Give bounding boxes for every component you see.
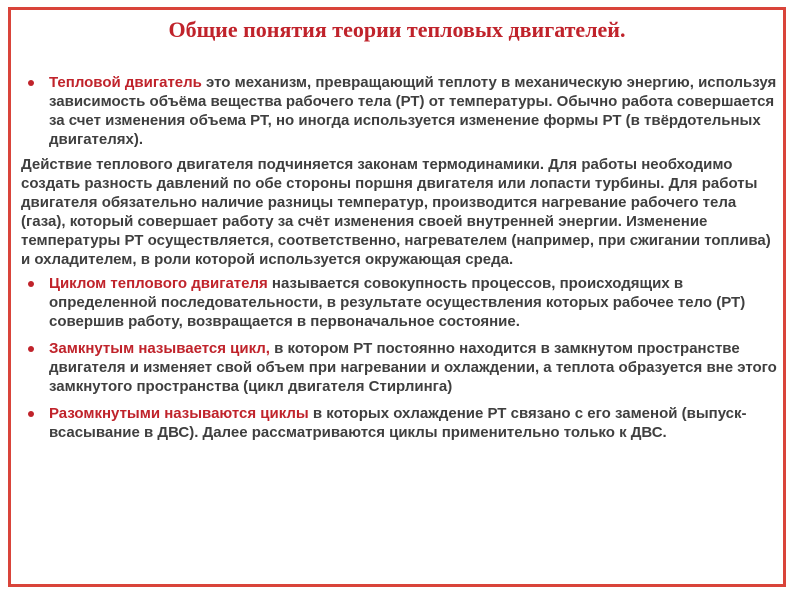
bullet-open-cycle: [21, 404, 783, 442]
bullet-dot-icon: [28, 346, 34, 352]
bullet-closed-cycle: [21, 339, 783, 396]
slide-frame: [8, 7, 786, 587]
term-engine-cycle: Циклом теплового двигателя: [49, 275, 268, 292]
bullet-heat-engine: [21, 73, 783, 149]
text-open-cycle: в которых охлаждение РТ связано с его заменой (выпуск-всасывание в ДВС). Далее рассматриваются циклы применительно только к ДВС.: [49, 405, 747, 441]
text-heat-engine: это механизм, превращающий теплоту в механическую энергию, используя зависимость объёма вещества рабочего тела (РТ) от температуры. Обычно работа совершается за счет изменения объема РТ, но иногда используется изменение формы РТ (в твёрдотельных двигателях).: [49, 74, 777, 148]
bullet-dot-icon: [28, 80, 34, 86]
thermodynamics-paragraph: Действие теплового двигателя подчиняется законам термодинамики. Для работы необходимо создать разность давлений по обе стороны поршня двигателя или лопасти турбины. Для работы двигателя обязательно наличие разницы температур, производится нагревание рабочего тела (газа), который совершает работу за счёт изменения своей внутренней энергии. Изменение температуры РТ осуществляется, соответственно, нагревателем (например, при сжигании топлива) и охладителем, в роли которой используется окружающая среда.: [21, 156, 771, 268]
bullet-dot-icon: [28, 411, 34, 417]
term-heat-engine: Тепловой двигатель: [49, 74, 202, 91]
bullet-engine-cycle: [21, 274, 783, 331]
term-closed-cycle: Замкнутым называется цикл,: [49, 340, 270, 357]
slide-content: [21, 73, 783, 442]
term-open-cycle: Разомкнутыми называются циклы: [49, 405, 309, 422]
slide-title: Общие понятия теории тепловых двигателей.: [168, 17, 626, 42]
bullet-dot-icon: [28, 281, 34, 287]
text-engine-cycle: называется совокупность процессов, происходящих в определенной последовательности, в результате осуществления которых рабочее тело (РТ) совершив работу, возвращается в первоначальное состояние.: [49, 275, 746, 330]
text-closed-cycle: в котором РТ постоянно находится в замкнутом пространстве двигателя и изменяет свой объем при нагревании и охлаждении, а теплота образуется вне этого замкнутого пространства (цикл двигателя Стирлинга): [49, 340, 777, 395]
